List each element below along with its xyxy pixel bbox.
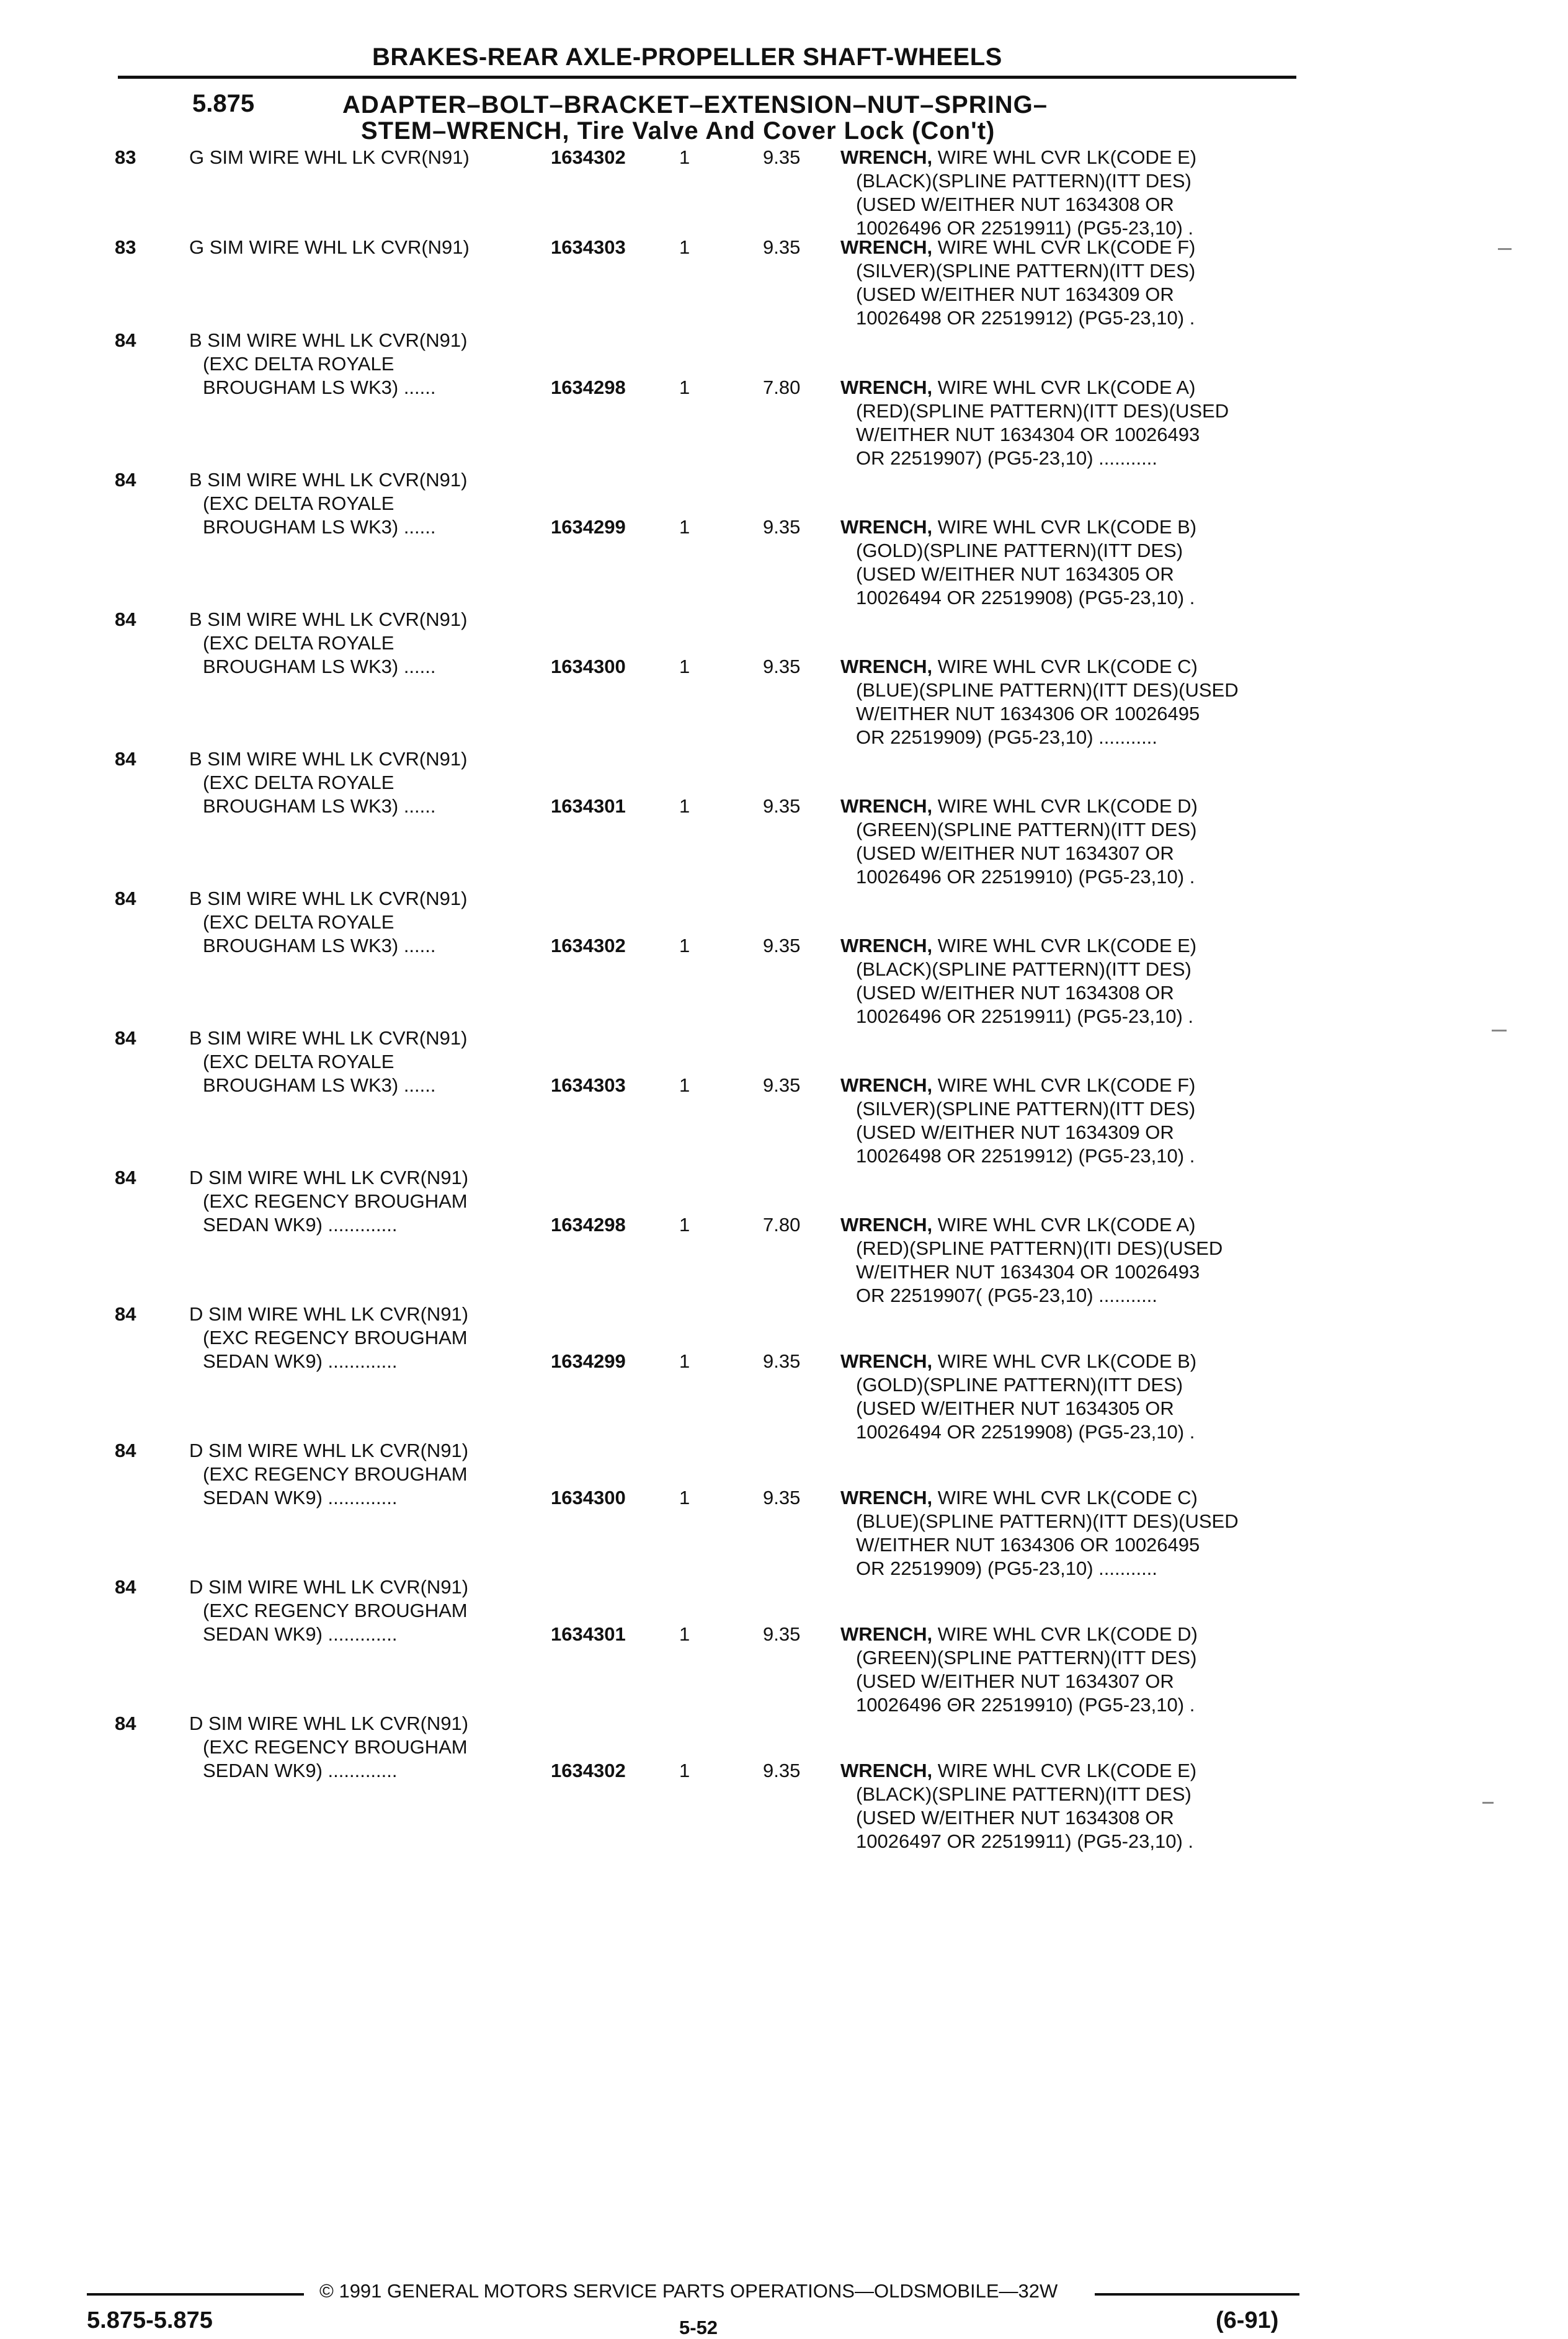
price: 9.35 <box>763 795 801 817</box>
footer-rule-right <box>1095 2293 1299 2296</box>
part-text-rest: WIRE WHL CVR LK(CODE E) <box>932 935 1197 956</box>
description-line: G SIM WIRE WHL LK CVR(N91) <box>189 236 470 258</box>
description-line: B SIM WIRE WHL LK CVR(N91) <box>189 748 468 770</box>
part-text-line <box>840 376 1229 399</box>
part-text <box>840 146 1196 240</box>
description-line: SEDAN WK9) ............. <box>203 1350 398 1372</box>
price: 7.80 <box>763 1214 801 1236</box>
footer-copyright: © 1991 GENERAL MOTORS SERVICE PARTS OPERATIONS—OLDSMOBILE—32W <box>319 2280 1058 2302</box>
part-text-line: OR 22519909) (PG5-23,10) ........... <box>856 726 1157 748</box>
scan-mark <box>1498 248 1512 250</box>
parts-entry <box>0 468 1568 608</box>
description-line: BROUGHAM LS WK3) ...... <box>203 516 436 538</box>
part-number: 1634298 <box>551 376 626 398</box>
entry-description <box>189 608 467 679</box>
part-text-line: 10026494 OR 22519908) (PG5-23,10) . <box>856 1421 1195 1443</box>
part-text-rest: WIRE WHL CVR LK(CODE F) <box>932 236 1196 258</box>
description-line: BROUGHAM LS WK3) ...... <box>203 795 436 817</box>
description-line: (EXC DELTA ROYALE <box>203 1051 394 1072</box>
parts-entry <box>0 329 1568 469</box>
part-keyword: WRENCH, <box>840 1760 933 1781</box>
part-text-line: 10026496 OR 22519911) (PG5-23,10) . <box>856 217 1194 239</box>
part-text-line: (USED W/EITHER NUT 1634305 OR <box>856 1397 1174 1419</box>
section-title-line-1: ADAPTER–BOLT–BRACKET–EXTENSION–NUT–SPRING– <box>342 91 1048 118</box>
part-text-rest: WIRE WHL CVR LK(CODE B) <box>932 1350 1197 1372</box>
entry-description <box>189 468 467 539</box>
part-keyword: WRENCH, <box>840 656 933 677</box>
part-text-line <box>840 1486 1239 1510</box>
description-line: SEDAN WK9) ............. <box>203 1214 398 1236</box>
description-line: SEDAN WK9) ............. <box>203 1487 398 1508</box>
entry-description <box>189 1027 467 1097</box>
description-line: D SIM WIRE WHL LK CVR(N91) <box>189 1440 469 1461</box>
description-line: (EXC REGENCY BROUGHAM <box>203 1463 468 1485</box>
part-text-line: 10026494 OR 22519908) (PG5-23,10) . <box>856 587 1195 608</box>
price: 9.35 <box>763 146 801 168</box>
quantity: 1 <box>679 376 690 398</box>
ref-number: 84 <box>115 608 136 630</box>
ref-number: 84 <box>115 1576 136 1598</box>
description-line: (EXC DELTA ROYALE <box>203 353 394 375</box>
ref-number: 84 <box>115 1167 136 1188</box>
part-number: 1634299 <box>551 516 626 538</box>
part-text-line <box>840 934 1196 958</box>
ref-number: 84 <box>115 1713 136 1734</box>
parts-entry <box>0 887 1568 1027</box>
footer-revision-date: (6-91) <box>1216 2307 1279 2333</box>
description-line: D SIM WIRE WHL LK CVR(N91) <box>189 1713 469 1734</box>
footer-section-range: 5.875-5.875 <box>87 2307 213 2333</box>
part-text-rest: WIRE WHL CVR LK(CODE E) <box>932 1760 1197 1781</box>
part-text-line: 10026498 OR 22519912) (PG5-23,10) . <box>856 307 1195 329</box>
quantity: 1 <box>679 935 690 956</box>
part-text-line: (BLACK)(SPLINE PATTERN)(ITT DES) <box>856 1783 1192 1805</box>
part-text <box>840 934 1196 1028</box>
section-title-line-2: STEM–WRENCH, Tire Valve And Cover Lock (Con't) <box>361 117 996 145</box>
quantity: 1 <box>679 1760 690 1781</box>
part-number: 1634300 <box>551 656 626 677</box>
parts-entry <box>0 1712 1568 1852</box>
part-keyword: WRENCH, <box>840 935 933 956</box>
part-number: 1634302 <box>551 146 626 168</box>
part-text <box>840 236 1195 330</box>
part-text-line <box>840 1074 1195 1097</box>
entry-description <box>189 887 467 958</box>
part-keyword: WRENCH, <box>840 146 933 168</box>
entry-description <box>189 236 470 259</box>
part-text-line <box>840 515 1196 539</box>
part-keyword: WRENCH, <box>840 1074 933 1096</box>
part-text-line: (USED W/EITHER NUT 1634308 OR <box>856 194 1174 215</box>
part-number: 1634303 <box>551 1074 626 1096</box>
description-line: (EXC REGENCY BROUGHAM <box>203 1600 468 1621</box>
part-text-rest: WIRE WHL CVR LK(CODE A) <box>932 376 1196 398</box>
part-text-line <box>840 1623 1198 1646</box>
part-text-rest: WIRE WHL CVR LK(CODE E) <box>932 146 1197 168</box>
part-text <box>840 515 1196 610</box>
part-text-line: (RED)(SPLINE PATTERN)(ITI DES)(USED <box>856 1237 1223 1259</box>
part-text-line: OR 22519907) (PG5-23,10) ........... <box>856 447 1157 469</box>
description-line: SEDAN WK9) ............. <box>203 1623 398 1645</box>
ref-number: 83 <box>115 236 136 258</box>
part-text <box>840 1350 1196 1444</box>
part-text-line <box>840 1350 1196 1373</box>
quantity: 1 <box>679 146 690 168</box>
part-text-line <box>840 655 1239 679</box>
entry-description <box>189 146 470 169</box>
ref-number: 84 <box>115 469 136 491</box>
part-number: 1634301 <box>551 1623 626 1645</box>
page-header-title: BRAKES-REAR AXLE-PROPELLER SHAFT-WHEELS <box>372 43 1002 71</box>
part-text-line: 10026496 OR 22519911) (PG5-23,10) . <box>856 1005 1194 1027</box>
quantity: 1 <box>679 1074 690 1096</box>
part-number: 1634299 <box>551 1350 626 1372</box>
part-text <box>840 1486 1239 1580</box>
parts-entry <box>0 747 1568 888</box>
price: 9.35 <box>763 1074 801 1096</box>
entry-description <box>189 1575 468 1646</box>
part-text-line: OR 22519907( (PG5-23,10) ........... <box>856 1285 1157 1306</box>
part-text-line: 10026496 ΘR 22519910) (PG5-23,10) . <box>856 1694 1195 1716</box>
part-text-line: (BLACK)(SPLINE PATTERN)(ITT DES) <box>856 170 1192 192</box>
quantity: 1 <box>679 1214 690 1236</box>
parts-entry <box>0 1303 1568 1443</box>
description-line: (EXC DELTA ROYALE <box>203 632 394 654</box>
part-text-rest: WIRE WHL CVR LK(CODE B) <box>932 516 1197 538</box>
part-keyword: WRENCH, <box>840 795 933 817</box>
part-text <box>840 795 1198 889</box>
description-line: SEDAN WK9) ............. <box>203 1760 398 1781</box>
part-text <box>840 1759 1196 1853</box>
ref-number: 84 <box>115 1303 136 1325</box>
part-text-line: (USED W/EITHER NUT 1634305 OR <box>856 563 1174 585</box>
part-number: 1634301 <box>551 795 626 817</box>
part-text-line: (BLUE)(SPLINE PATTERN)(ITT DES)(USED <box>856 679 1239 701</box>
part-text-line <box>840 1213 1223 1237</box>
description-line: B SIM WIRE WHL LK CVR(N91) <box>189 888 468 909</box>
price: 9.35 <box>763 656 801 677</box>
description-line: BROUGHAM LS WK3) ...... <box>203 1074 436 1096</box>
quantity: 1 <box>679 516 690 538</box>
part-text <box>840 1623 1198 1717</box>
parts-entry <box>0 1575 1568 1716</box>
quantity: 1 <box>679 1350 690 1372</box>
description-line: B SIM WIRE WHL LK CVR(N91) <box>189 608 468 630</box>
part-text-line <box>840 795 1198 818</box>
price: 9.35 <box>763 516 801 538</box>
description-line: (EXC DELTA ROYALE <box>203 492 394 514</box>
part-text-line: (GOLD)(SPLINE PATTERN)(ITT DES) <box>856 1374 1183 1396</box>
description-line: BROUGHAM LS WK3) ...... <box>203 376 436 398</box>
description-line: (EXC DELTA ROYALE <box>203 911 394 933</box>
part-number: 1634298 <box>551 1214 626 1236</box>
section-number: 5.875 <box>192 90 255 117</box>
price: 9.35 <box>763 1487 801 1508</box>
part-text-rest: WIRE WHL CVR LK(CODE A) <box>932 1214 1196 1236</box>
ref-number: 84 <box>115 329 136 351</box>
part-text-line: (SILVER)(SPLINE PATTERN)(ITT DES) <box>856 1098 1196 1120</box>
part-number: 1634302 <box>551 935 626 956</box>
part-text-line: (USED W/EITHER NUT 1634308 OR <box>856 982 1174 1004</box>
entry-description <box>189 1166 468 1237</box>
ref-number: 83 <box>115 146 136 168</box>
part-text-rest: WIRE WHL CVR LK(CODE C) <box>932 1487 1198 1508</box>
part-text-line: (USED W/EITHER NUT 1634307 OR <box>856 1670 1174 1692</box>
description-line: B SIM WIRE WHL LK CVR(N91) <box>189 1027 468 1049</box>
entry-description <box>189 1303 468 1373</box>
part-text-line: (USED W/EITHER NUT 1634307 OR <box>856 842 1174 864</box>
part-text <box>840 1213 1223 1308</box>
parts-entry <box>0 608 1568 748</box>
part-text-line: (USED W/EITHER NUT 1634308 OR <box>856 1807 1174 1829</box>
part-keyword: WRENCH, <box>840 516 933 538</box>
part-text-line <box>840 1759 1196 1783</box>
part-keyword: WRENCH, <box>840 1487 933 1508</box>
part-text-line: 10026496 OR 22519910) (PG5-23,10) . <box>856 866 1195 888</box>
price: 9.35 <box>763 1623 801 1645</box>
part-text-rest: WIRE WHL CVR LK(CODE F) <box>932 1074 1196 1096</box>
header-rule <box>118 76 1296 79</box>
part-number: 1634302 <box>551 1760 626 1781</box>
footer-rule-left <box>87 2293 304 2296</box>
entry-description <box>189 329 467 399</box>
part-text-rest: WIRE WHL CVR LK(CODE C) <box>932 656 1198 677</box>
price: 9.35 <box>763 236 801 258</box>
part-keyword: WRENCH, <box>840 376 933 398</box>
description-line: BROUGHAM LS WK3) ...... <box>203 935 436 956</box>
quantity: 1 <box>679 1487 690 1508</box>
part-text-line: (BLUE)(SPLINE PATTERN)(ITT DES)(USED <box>856 1510 1239 1532</box>
description-line: D SIM WIRE WHL LK CVR(N91) <box>189 1167 469 1188</box>
part-number: 1634303 <box>551 236 626 258</box>
part-text-line: 10026498 OR 22519912) (PG5-23,10) . <box>856 1145 1195 1167</box>
part-text-rest: WIRE WHL CVR LK(CODE D) <box>932 795 1198 817</box>
description-line: B SIM WIRE WHL LK CVR(N91) <box>189 469 468 491</box>
part-text-line: (GOLD)(SPLINE PATTERN)(ITT DES) <box>856 540 1183 561</box>
description-line: D SIM WIRE WHL LK CVR(N91) <box>189 1303 469 1325</box>
parts-entry <box>0 1439 1568 1579</box>
part-keyword: WRENCH, <box>840 1214 933 1236</box>
footer-page-number: 5-52 <box>679 2317 718 2338</box>
part-keyword: WRENCH, <box>840 236 933 258</box>
part-text-line: OR 22519909) (PG5-23,10) ........... <box>856 1557 1157 1579</box>
part-keyword: WRENCH, <box>840 1350 933 1372</box>
part-text-line: (USED W/EITHER NUT 1634309 OR <box>856 1121 1174 1143</box>
ref-number: 84 <box>115 1027 136 1049</box>
quantity: 1 <box>679 1623 690 1645</box>
part-number: 1634300 <box>551 1487 626 1508</box>
description-line: G SIM WIRE WHL LK CVR(N91) <box>189 146 470 168</box>
part-text-line: (GREEN)(SPLINE PATTERN)(ITT DES) <box>856 1647 1197 1668</box>
entry-description <box>189 1712 468 1783</box>
part-text-line: 10026497 OR 22519911) (PG5-23,10) . <box>856 1830 1194 1852</box>
part-text-line: (USED W/EITHER NUT 1634309 OR <box>856 283 1174 305</box>
scan-mark <box>1492 1030 1507 1031</box>
entry-description <box>189 1439 468 1510</box>
part-keyword: WRENCH, <box>840 1623 933 1645</box>
part-text-line: W/EITHER NUT 1634304 OR 10026493 <box>856 1261 1200 1283</box>
part-text-line: W/EITHER NUT 1634304 OR 10026493 <box>856 424 1200 445</box>
part-text <box>840 655 1239 749</box>
ref-number: 84 <box>115 748 136 770</box>
description-line: (EXC REGENCY BROUGHAM <box>203 1327 468 1348</box>
part-text-line <box>840 146 1196 169</box>
price: 9.35 <box>763 935 801 956</box>
description-line: (EXC REGENCY BROUGHAM <box>203 1736 468 1758</box>
part-text-line: W/EITHER NUT 1634306 OR 10026495 <box>856 703 1200 724</box>
entry-description <box>189 747 467 818</box>
part-text-rest: WIRE WHL CVR LK(CODE D) <box>932 1623 1198 1645</box>
price: 7.80 <box>763 376 801 398</box>
part-text-line: (GREEN)(SPLINE PATTERN)(ITT DES) <box>856 819 1197 840</box>
description-line: D SIM WIRE WHL LK CVR(N91) <box>189 1576 469 1598</box>
part-text-line: (BLACK)(SPLINE PATTERN)(ITT DES) <box>856 958 1192 980</box>
section-title <box>342 92 1048 144</box>
quantity: 1 <box>679 795 690 817</box>
part-text <box>840 1074 1195 1168</box>
description-line: BROUGHAM LS WK3) ...... <box>203 656 436 677</box>
parts-entry <box>0 1027 1568 1167</box>
part-text-line: (SILVER)(SPLINE PATTERN)(ITT DES) <box>856 260 1196 282</box>
part-text-line: (RED)(SPLINE PATTERN)(ITT DES)(USED <box>856 400 1229 422</box>
price: 9.35 <box>763 1760 801 1781</box>
quantity: 1 <box>679 656 690 677</box>
part-text-line: W/EITHER NUT 1634306 OR 10026495 <box>856 1534 1200 1556</box>
ref-number: 84 <box>115 888 136 909</box>
description-line: B SIM WIRE WHL LK CVR(N91) <box>189 329 468 351</box>
part-text-line <box>840 236 1195 259</box>
scan-mark <box>1482 1802 1494 1804</box>
quantity: 1 <box>679 236 690 258</box>
price: 9.35 <box>763 1350 801 1372</box>
description-line: (EXC DELTA ROYALE <box>203 772 394 793</box>
part-text <box>840 376 1229 470</box>
ref-number: 84 <box>115 1440 136 1461</box>
parts-entry <box>0 1166 1568 1306</box>
description-line: (EXC REGENCY BROUGHAM <box>203 1190 468 1212</box>
